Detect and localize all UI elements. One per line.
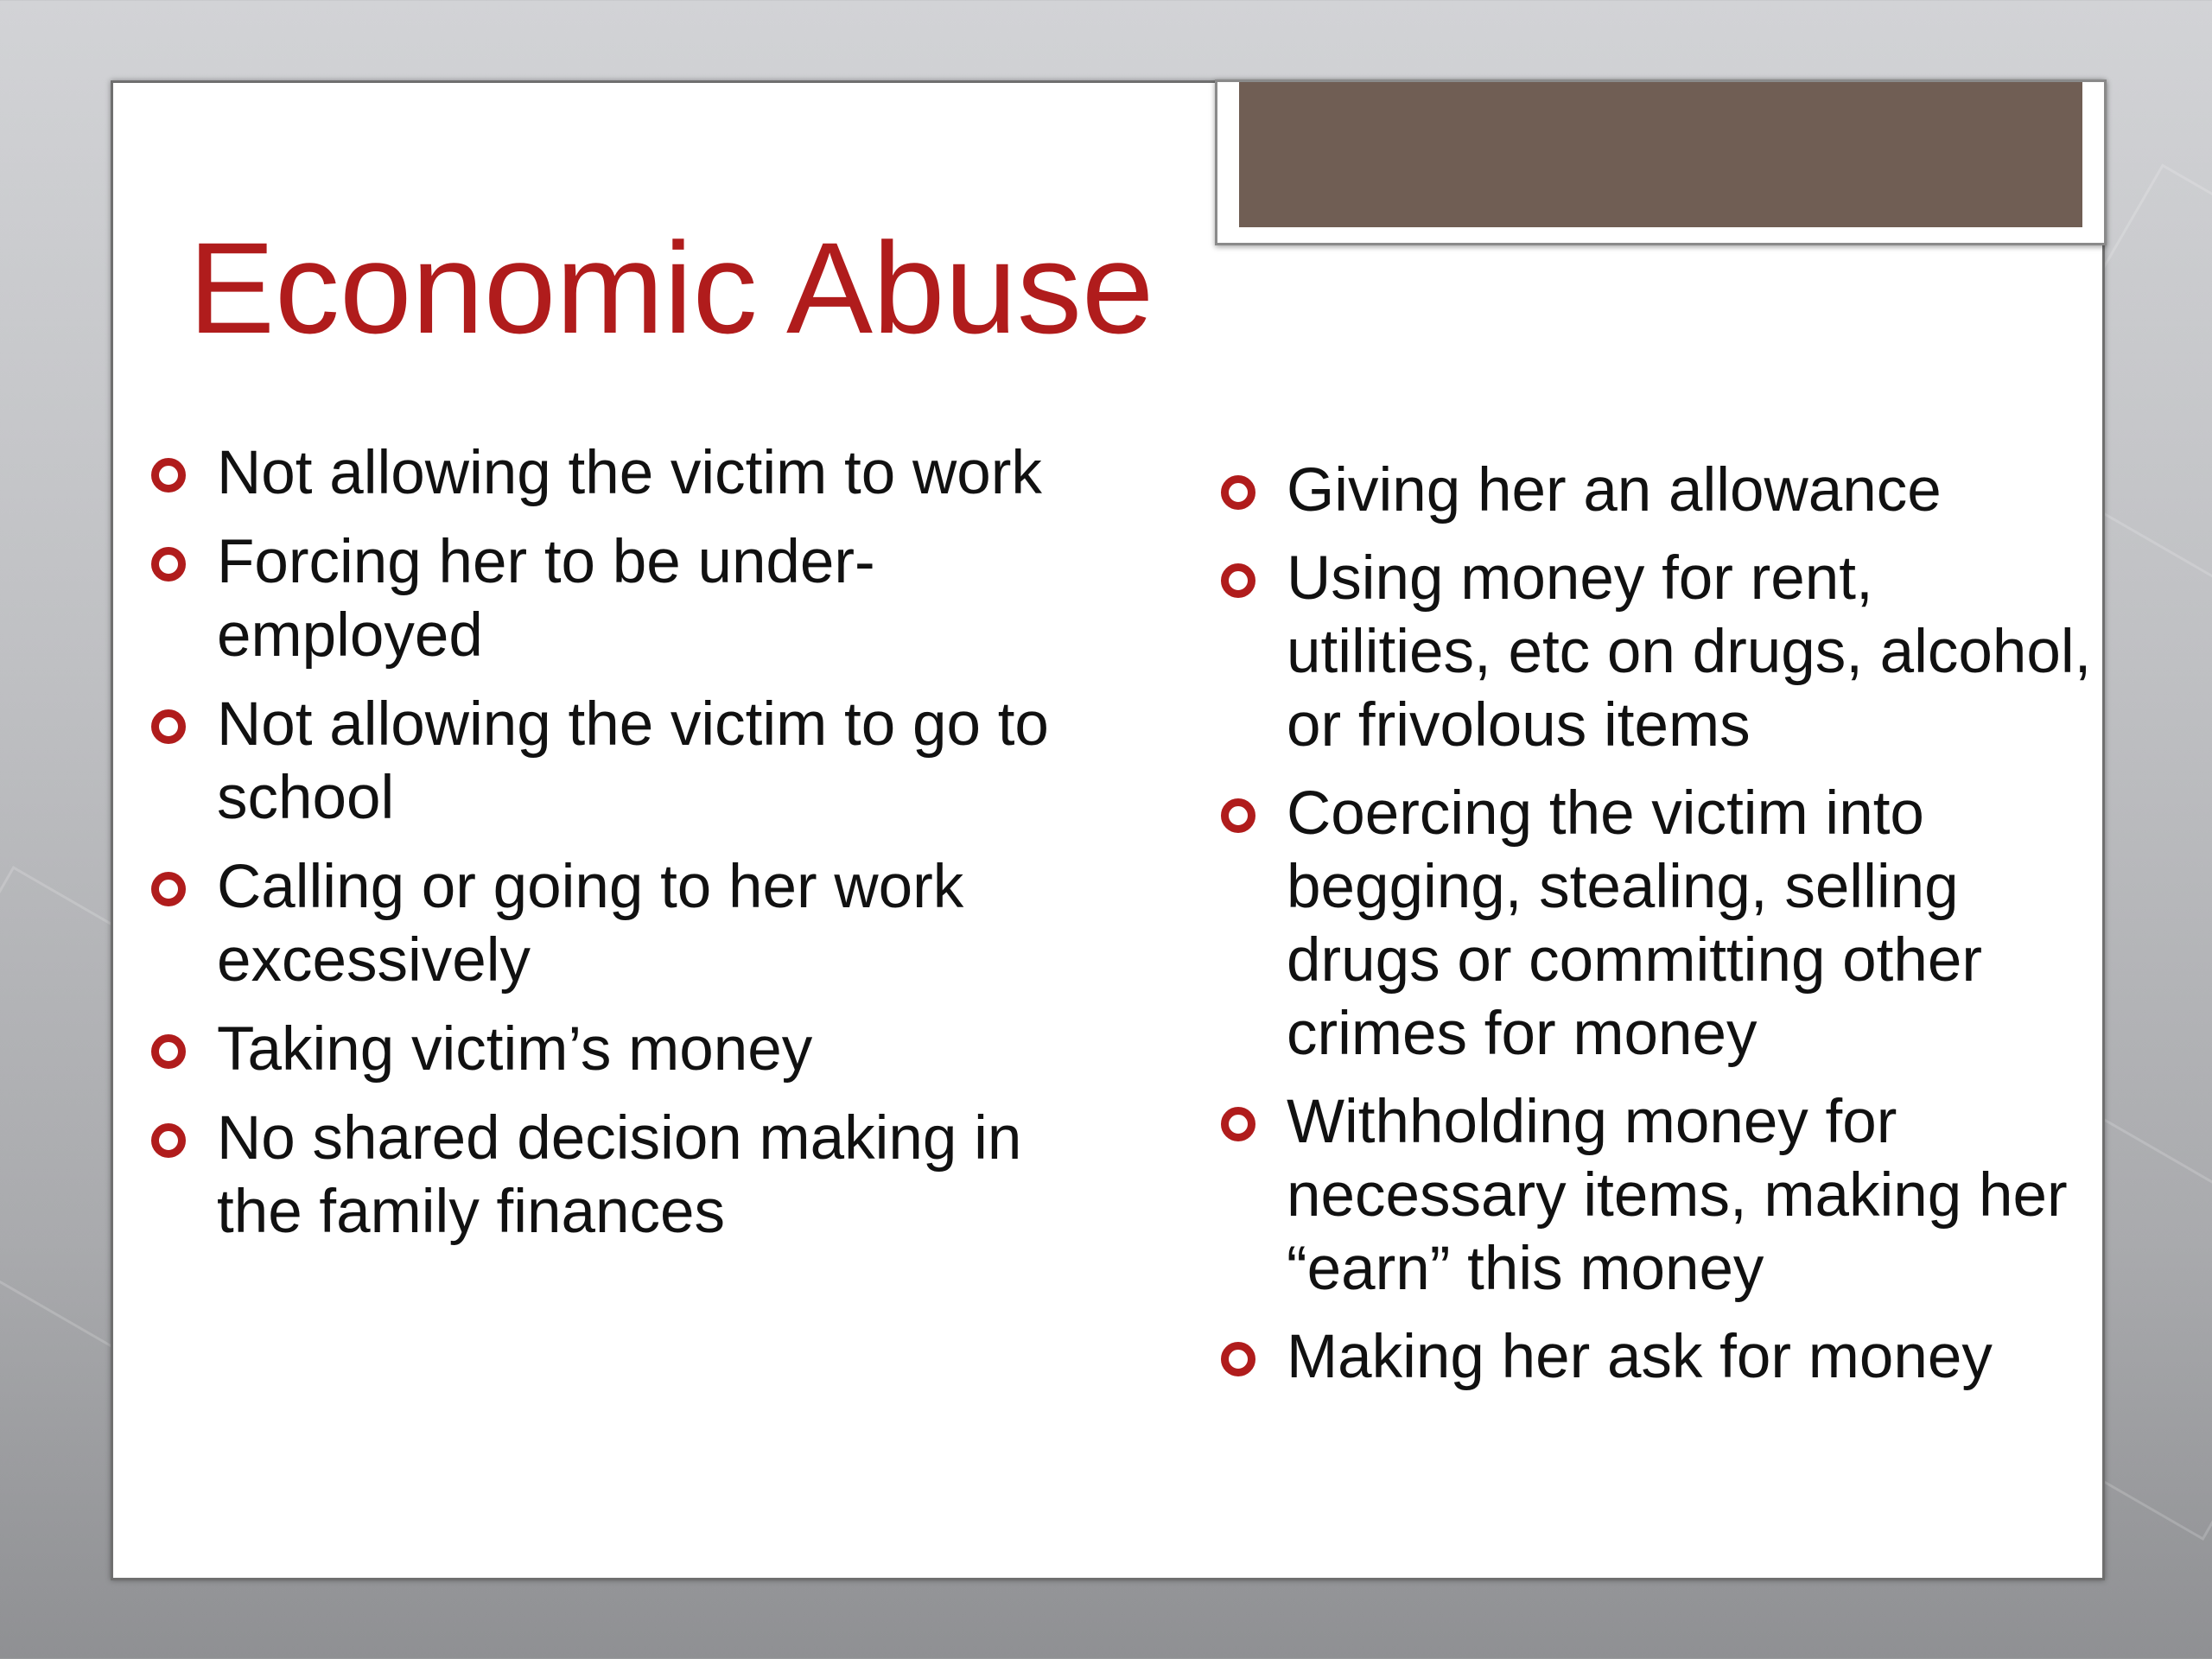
bullet-item [151,1102,1067,1249]
bullet-text: No shared decision making in the family finances [217,1104,1022,1246]
bullet-item [151,850,1067,997]
bullet-text: Not allowing the victim to work [217,439,1042,507]
left-bullet-list [151,436,1067,1264]
title-tab-fill [1239,82,2082,227]
hollow-circle-bullet-icon [1221,1107,1255,1141]
hollow-circle-bullet-icon [151,547,186,582]
bullet-text: Calling or going to her work excessively [217,853,964,995]
bullet-text: Forcing her to be under-employed [217,528,875,670]
bullet-text: Taking victim’s money [217,1015,813,1084]
right-bullet-list [1221,454,2094,1408]
bullet-item [151,525,1067,672]
title-tab-decoration [1215,79,2107,245]
bullet-item [1221,542,2094,762]
bullet-item [151,436,1067,510]
slide-title: Economic Abuse [188,215,1154,360]
bullet-text: Using money for rent, utilities, etc on drugs, alcohol, or frivolous items [1287,544,2092,760]
bullet-text: Not allowing the victim to go to school [217,690,1049,832]
hollow-circle-bullet-icon [1221,563,1255,598]
bullet-item [1221,454,2094,527]
bullet-item [1221,1320,2094,1394]
hollow-circle-bullet-icon [1221,1342,1255,1376]
bullet-item [151,1013,1067,1086]
hollow-circle-bullet-icon [1221,798,1255,833]
hollow-circle-bullet-icon [151,872,186,906]
hollow-circle-bullet-icon [151,1034,186,1069]
bullet-text: Coercing the victim into begging, stealing, selling drugs or committing other crimes for money [1287,779,1982,1068]
hollow-circle-bullet-icon [151,709,186,744]
bullet-item [1221,777,2094,1071]
bullet-text: Giving her an allowance [1287,456,1942,524]
hollow-circle-bullet-icon [151,1123,186,1158]
hollow-circle-bullet-icon [1221,475,1255,510]
hollow-circle-bullet-icon [151,458,186,493]
bullet-text: Making her ask for money [1287,1323,1993,1391]
bullet-text: Withholding money for necessary items, making her “earn” this money [1287,1088,2068,1303]
bullet-item [151,688,1067,835]
bullet-item [1221,1085,2094,1306]
